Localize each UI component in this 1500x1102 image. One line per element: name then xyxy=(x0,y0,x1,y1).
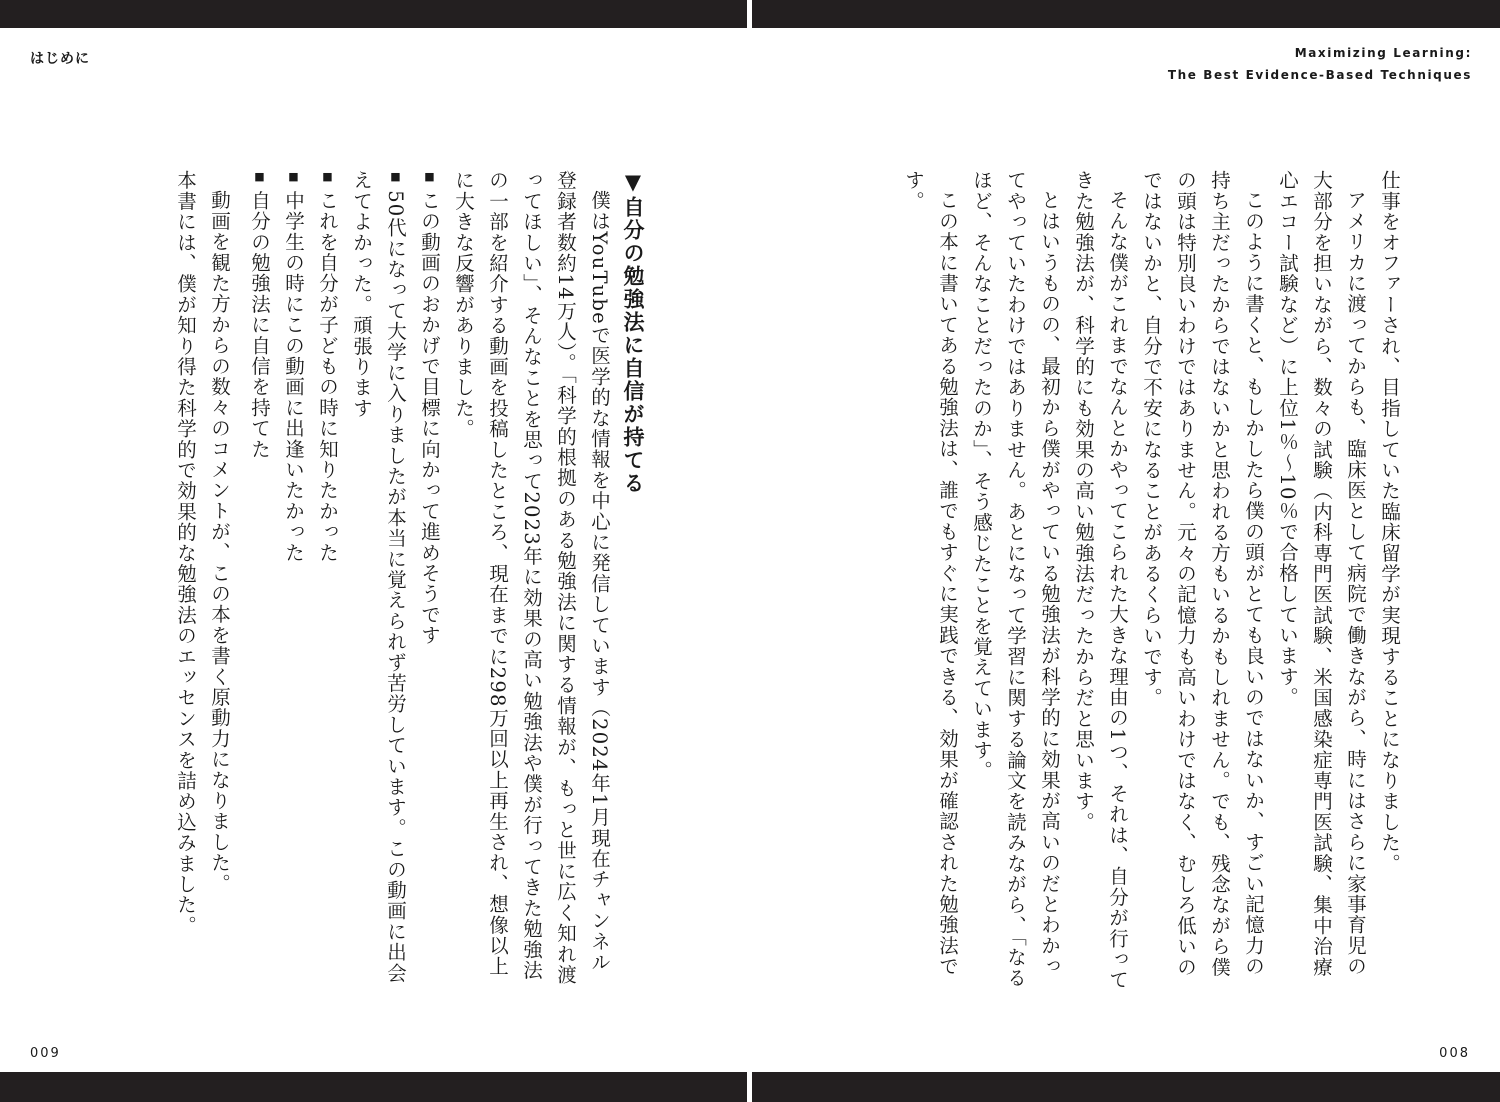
paragraph: とはいうものの、最初から僕がやっている勉強法が科学的に効果が高いのだとわかってやっていたわけではありません。あとになって学習に関する論文を読みながら、「なるほど、そんなことだったのか」、そう感じたことを覚えています。 xyxy=(970,170,1061,989)
book-title-line-2: The Best Evidence-Based Techniques xyxy=(1167,68,1472,82)
paragraph: この本に書いてある勉強法は、誰でもすぐに実践できる、効果が確認された勉強法です。 xyxy=(902,170,959,977)
left-page-body xyxy=(90,170,650,990)
bottom-gutter xyxy=(747,1072,752,1102)
running-head-chapter: はじめに xyxy=(30,51,90,67)
book-title-line-1: Maximizing Learning: xyxy=(1294,46,1472,60)
bullet-square-icon: ■ xyxy=(253,170,266,185)
list-item: ■自分の勉強法に自信を持てた xyxy=(248,170,271,460)
paragraph: そんな僕がこれまでなんとかやってこられた大きな理由の1つ、それは、自分が行ってきた勉強法が、科学的にも効果の高い勉強法だったからだと思います。 xyxy=(1072,170,1129,990)
list-item: ■50代になって大学に入りましたが本当に覚えられず苦労しています。この動画に出会えてよかった。頑張ります xyxy=(350,170,407,984)
list-item: ■この動画のおかげで目標に向かって進めそうです xyxy=(418,170,441,646)
page-number-left: 009 xyxy=(30,1046,61,1061)
list-item: ■中学生の時にこの動画に出逢いたかった xyxy=(282,170,305,563)
paragraph: 僕はYouTubeで医学的な情報を中心に発信しています（2024年1月現在チャンネル登録者数約14万人）。「科学的根拠のある勉強法に関する情報が、もっと世に広く知れ渡ってほしい」、そんなことを思って2023年に効果の高い勉強法や僕が行ってきた勉強法の一部を紹介する動画を投稿したところ、現在までに298万回以上再生され、想像以上に大きな反響がありました。 xyxy=(452,170,611,986)
page-number-right: 008 xyxy=(1439,1046,1470,1061)
bullet-square-icon: ■ xyxy=(389,170,402,185)
paragraph: 動画を観た方からの数々のコメントが、この本を書く原動力になりました。 xyxy=(208,189,231,894)
list-item: ■これを自分が子どもの時に知りたかった xyxy=(316,170,339,563)
paragraph: 仕事をオファーされ、目指していた臨床留学が実現することになりました。 xyxy=(1378,170,1401,874)
bullet-square-icon: ■ xyxy=(423,170,436,185)
bullet-square-icon: ■ xyxy=(287,170,300,185)
right-page-body xyxy=(846,170,1406,990)
bullet-square-icon: ■ xyxy=(321,170,334,185)
top-gutter xyxy=(747,0,752,28)
running-head-book-title xyxy=(1168,42,1472,86)
paragraph: このように書くと、もしかしたら僕の頭がとても良いのではないか、すごい記憶力の持ち主だったからではないかと思われる方もいるかもしれません。でも、残念ながら僕の頭は特別良いわけではありません。元々の記憶力も高いわけではなく、むしろ低いのではないかと、自分で不安になることがあるくらいです。 xyxy=(1140,170,1265,978)
section-heading: ▼自分の勉強法に自信が持てる xyxy=(621,170,645,495)
paragraph: 本書には、僕が知り得た科学的で効果的な勉強法のエッセンスを詰め込みました。 xyxy=(174,170,197,936)
paragraph: アメリカに渡ってからも、臨床医として病院で働きながら、時にはさらに家事育児の大部分を担いながら、数々の試験（内科専門医試験、米国感染症専門医試験、集中治療心エコー試験など）に上位1％～10％で合格しています。 xyxy=(1276,170,1367,978)
comment-list xyxy=(242,170,446,990)
